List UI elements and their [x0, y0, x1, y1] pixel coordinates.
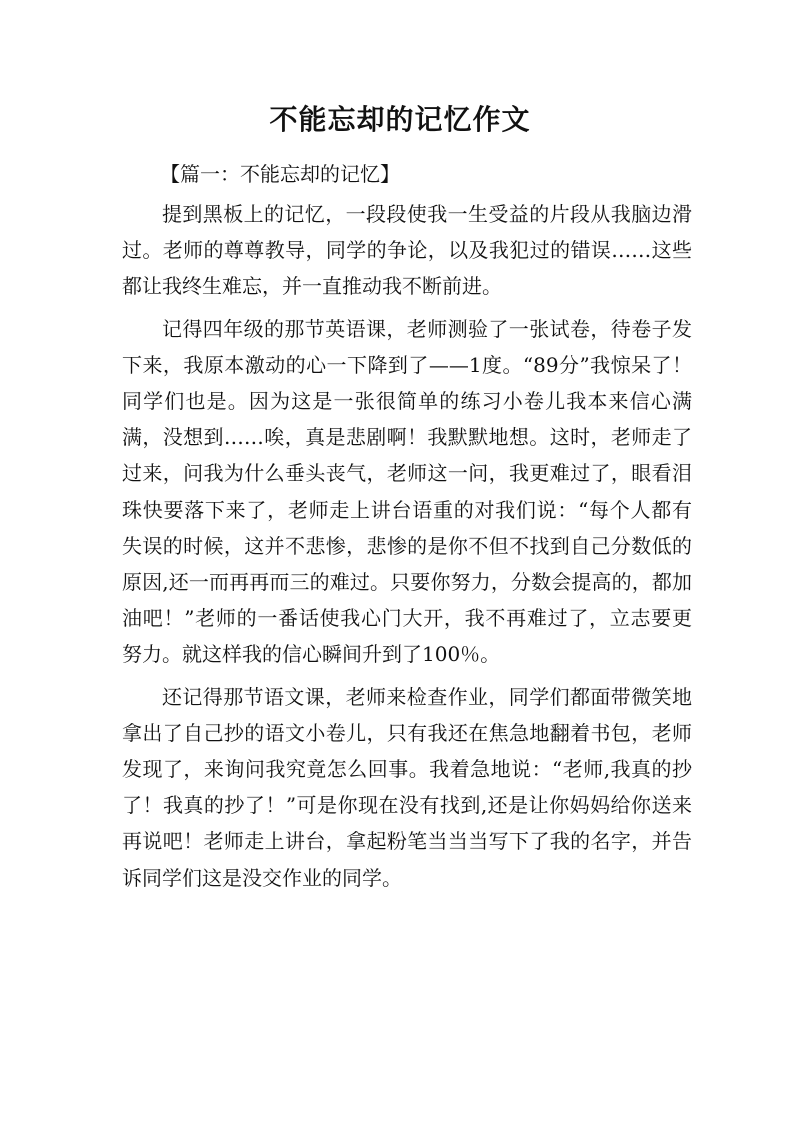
- essay-body: [122, 196, 692, 902]
- document-title: 不能忘却的记忆作文: [269, 103, 531, 136]
- paragraph-3: 还记得那节语文课，老师来检查作业，同学们都面带微笑地拿出了自己抄的语文小卷儿，只有我还在焦急地翻着书包，老师发现了，来询问我究竟怎么回事。我着急地说：“老师,我真的抄了！我真的抄了！”可是你现在没有找到,还是让你妈妈给你送来再说吧！老师走上讲台，拿起粉笔当当当写下了我的名字，并告诉同学们这是没交作业的同学。: [122, 684, 692, 890]
- paragraph-1: 提到黑板上的记忆，一段段使我一生受益的片段从我脑边滑过。老师的尊尊教导，同学的争论，以及我犯过的错误……这些都让我终生难忘，并一直推动我不断前进。: [122, 202, 692, 299]
- paragraph-2: 记得四年级的那节英语课，老师测验了一张试卷，待卷子发下来，我原本激动的心一下降到了——1度。“89分”我惊呆了！同学们也是。因为这是一张很简单的练习小卷儿我本来信心满满，没想到……唉，真是悲剧啊！我默默地想。这时，老师走了过来，问我为什么垂头丧气，老师这一问，我更难过了，眼看泪珠快要落下来了，老师走上讲台语重的对我们说：“每个人都有失误的时候，这并不悲惨，悲惨的是你不但不找到自己分数低的原因,还一而再再而三的难过。只要你努力，分数会提高的，都加油吧！”老师的一番话使我心门大开，我不再难过了，立志要更努力。就这样我的信心瞬间升到了100％。: [122, 316, 692, 667]
- section-heading: 【篇一：不能忘却的记忆】: [160, 162, 400, 186]
